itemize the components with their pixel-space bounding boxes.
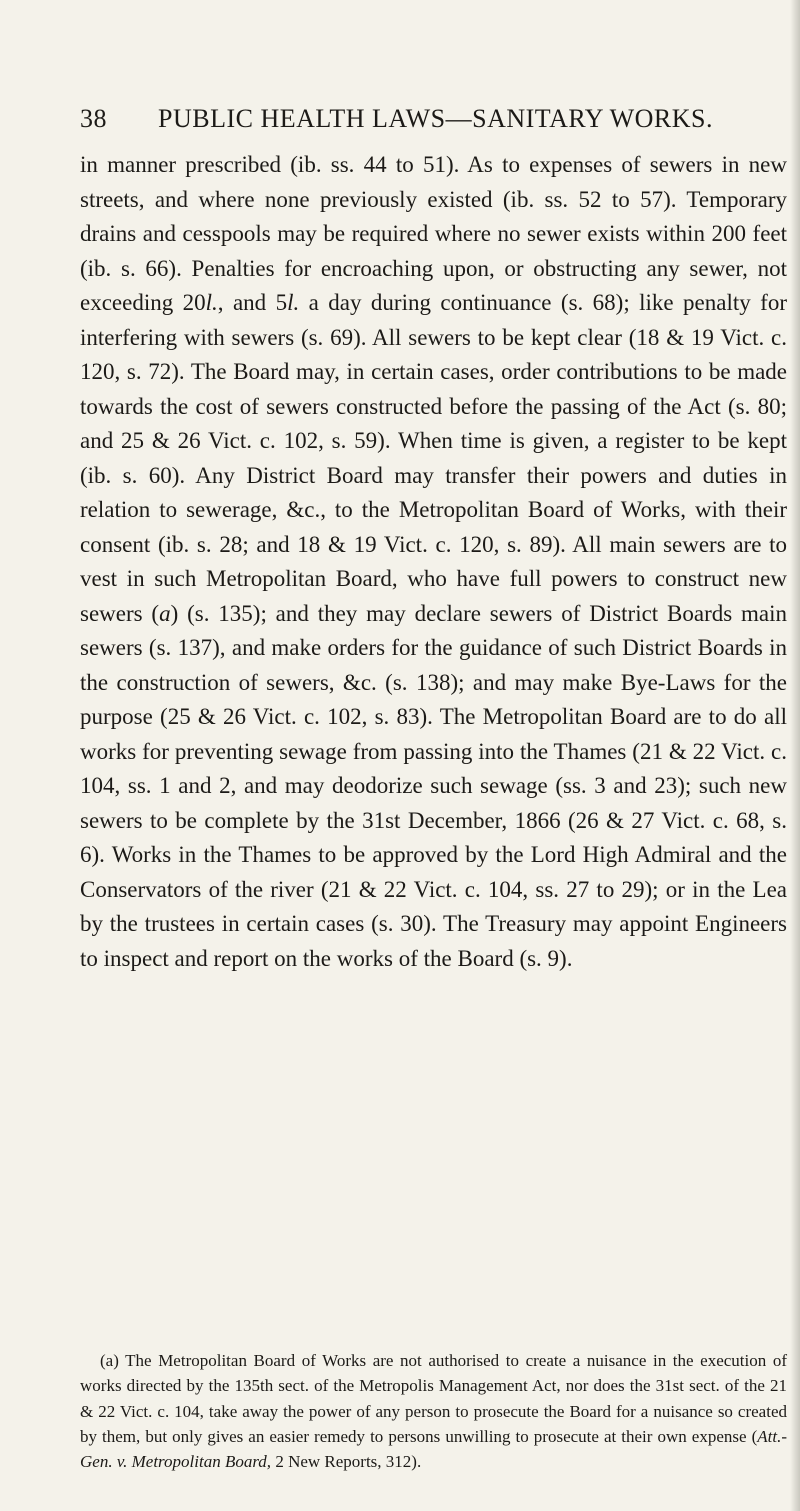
case-citation: Att.-Gen. v. Metropolitan Board, [80, 1426, 787, 1472]
pound-abbrev-1: l. [205, 290, 218, 315]
body-text-part-1: in manner prescribed (ib. ss. 44 to 51). As to expenses of sewers in new streets, and where none previously existed (ib. ss. 52 to 57). Temporary drains and cesspools may be required where no sewer exists within 200 feet (ib. s. 66). Penalties for encroaching upon, or obstructing any sewer, not exceeding 20 [80, 152, 787, 315]
running-header [80, 104, 780, 134]
pound-abbrev-2: l. [287, 290, 300, 315]
footnote-reference: a [159, 600, 171, 626]
page-edge-shadow [790, 0, 800, 1511]
footnote-marker: (a) [100, 1351, 119, 1370]
body-paragraph [80, 148, 787, 976]
footnote [80, 1348, 787, 1474]
running-title: PUBLIC HEALTH LAWS—SANITARY WORKS. [158, 104, 714, 133]
body-text-part-2: , and 5 [217, 290, 288, 315]
body-text-part-4: ) (s. 135); and they may declare sewers of District Boards main sewers (s. 137), and make orders for the guidance of such District Boards in the construction of sewers, &c. (s. 138); and may make Bye-Laws for the purpose (25 & 26 Vict. c. 102, s. 83). The Metropolitan Board are to do all works for preventing sewage from passing into the Thames (21 & 22 Vict. c. 104, ss. 1 and 2, and may deodorize such sewage (ss. 3 and 23); such new sewers to be complete by the 31st December, 1866 (26 & 27 Vict. c. 68, s. 6). Works in the Thames to be approved by the Lord High Admiral and the Conservators of the river (21 & 22 Vict. c. 104, ss. 27 to 29); or in the Lea by the trustees in certain cases (s. 30). The Treasury may appoint Engineers to inspect and report on the works of the Board (s. 9). [80, 600, 788, 971]
page-number: 38 [80, 104, 107, 133]
footnote-text-part-1: The Metropolitan Board of Works are not authorised to create a nuisance in the execution of works directed by the 135th sect. of the Metropolis Management Act, nor does the 31st sect. of the 21 & 22 Vict. c. 104, take away the power of any person to prosecute the Board for a nuisance so created by them, but only gives an easier remedy to persons unwilling to prosecute at their own expense ( [80, 1351, 787, 1446]
body-text-part-3: a day during continuance (s. 68); like penalty for interfering with sewers (s. 69). All sewers to be kept clear (18 & 19 Vict. c. 120, s. 72). The Board may, in certain cases, order contributions to be made towards the cost of sewers constructed before the passing of the Act (s. 80; and 25 & 26 Vict. c. 102, s. 59). When time is given, a register to be kept (ib. s. 60). Any District Board may transfer their powers and duties in relation to sewerage, &c., to the Metropolitan Board of Works, with their consent (ib. s. 28; and 18 & 19 Vict. c. 120, s. 89). All main sewers are to vest in such Metropolitan Board, who have full powers to construct new sewers ( [80, 290, 787, 626]
footnote-text-part-2: 2 New Reports, 312). [271, 1452, 422, 1472]
